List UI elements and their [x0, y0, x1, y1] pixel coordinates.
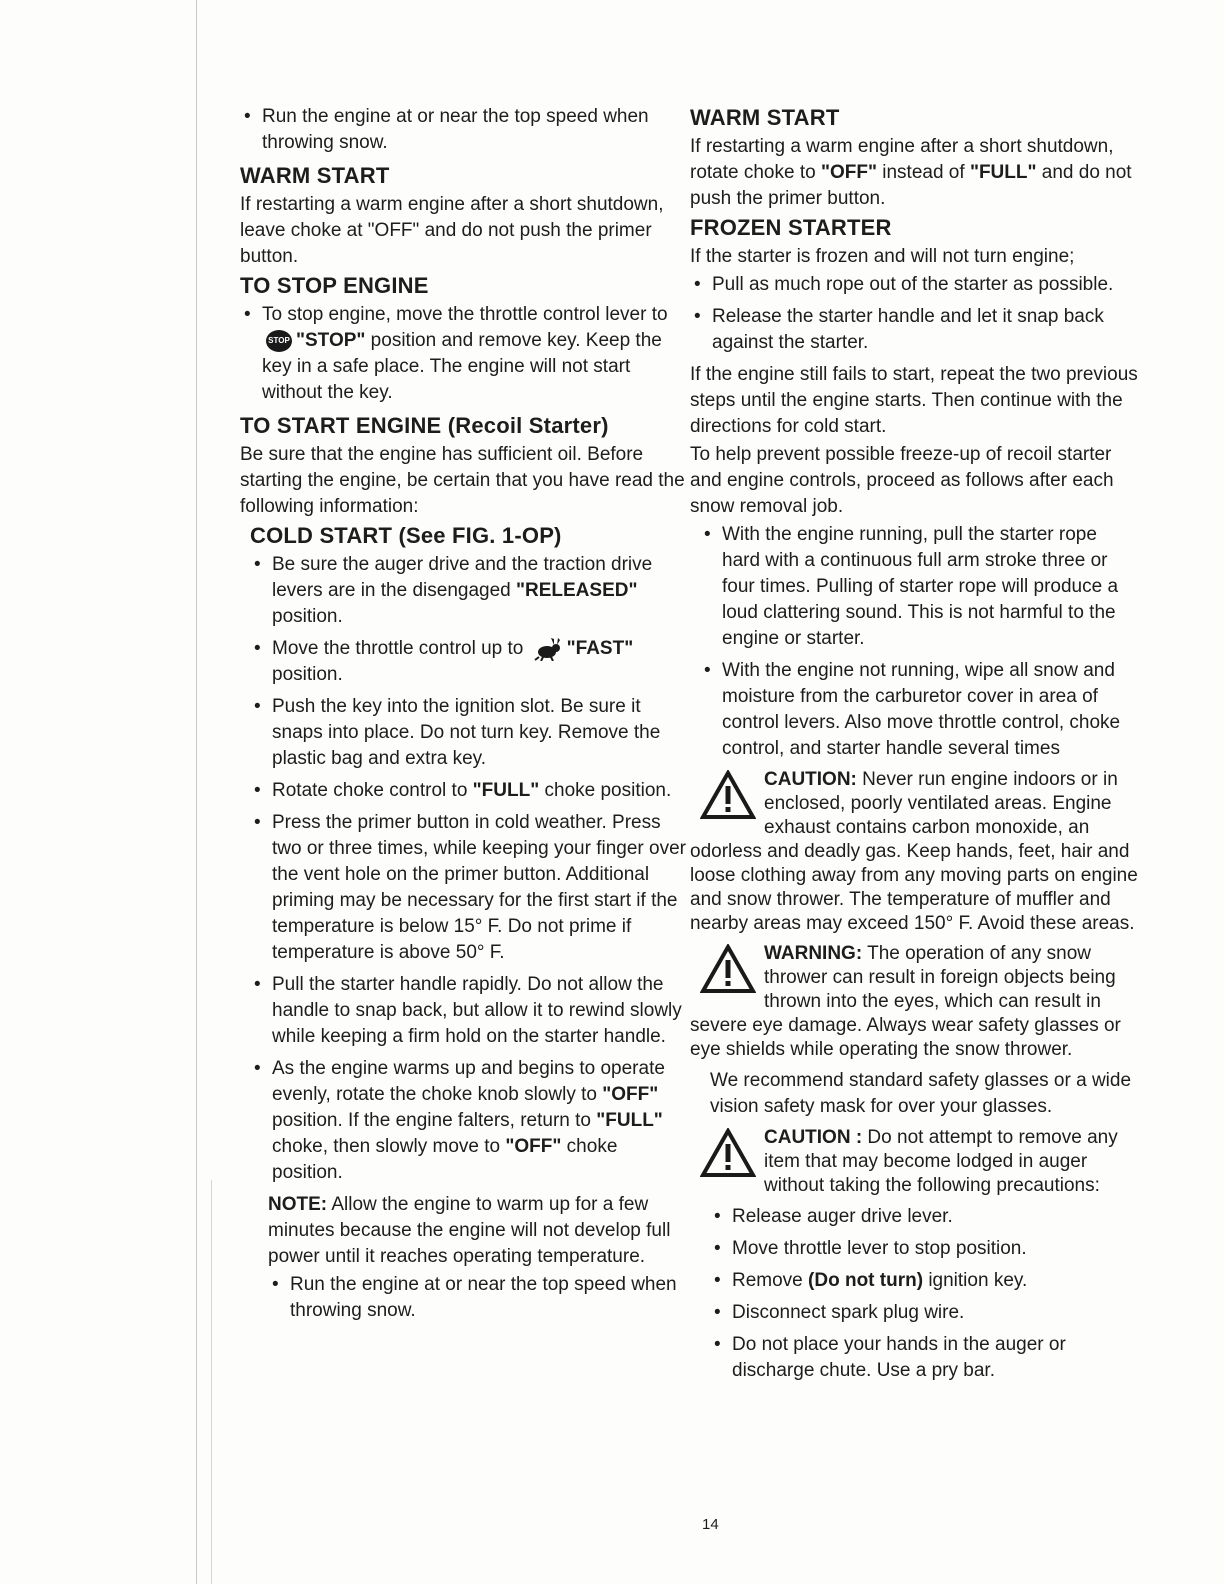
safety-glasses-text: We recommend standard safety glasses or a wide vision safety mask for over your glasses. [710, 1070, 1132, 1117]
page-number: 14 [702, 1516, 719, 1533]
list-item: • Disconnect spark plug wire. [714, 1302, 965, 1323]
list-item: • Run the engine at or near the top speed when throwing snow. [272, 1274, 677, 1321]
freeze-prevention-list [700, 522, 1140, 762]
frozen-list [690, 272, 1140, 356]
list-item: • Do not place your hands in the auger or discharge chute. Use a pry bar. [714, 1334, 1066, 1381]
list-item: • Be sure the auger drive and the traction drive levers are in the disengaged "RELEASED" position. [254, 554, 653, 627]
heading-cold-start: COLD START (See FIG. 1-OP) [250, 523, 562, 548]
left-column [240, 104, 688, 1330]
caution-block-auger: CAUTION : Do not attempt to remove any item that may become lodged in auger without taking the following precautions: [690, 1126, 1140, 1198]
list-item: • Remove (Do not turn) ignition key. [714, 1270, 1028, 1291]
list-item: • Move throttle lever to stop position. [714, 1238, 1027, 1259]
binding-edge-lower [211, 1180, 212, 1584]
heading-frozen-starter: FROZEN STARTER [690, 215, 892, 240]
warning-triangle-icon [700, 944, 756, 994]
start-engine-text: Be sure that the engine has sufficient oil. Before starting the engine, be certain that you have read the following information: [240, 444, 685, 517]
final-list [268, 1272, 688, 1324]
caution-label: CAUTION : [764, 1127, 863, 1148]
stop-list [240, 302, 688, 406]
warning-triangle-icon [700, 1128, 756, 1178]
heading-warm-start: WARM START [240, 163, 390, 188]
list-item: • With the engine not running, wipe all snow and moisture from the carburetor cover in area of control levers. Also move throttle control, choke control, and starter handle several times [704, 660, 1121, 759]
repeat-steps-text: If the engine still fails to start, repeat the two previous steps until the engine starts. Then continue with the directions for cold start. [690, 364, 1138, 437]
warm-start-text: If restarting a warm engine after a short shutdown, leave choke at "OFF" and do not push the primer button. [240, 194, 664, 267]
caution-label: CAUTION: [764, 769, 857, 790]
note-label: NOTE: [268, 1194, 328, 1215]
list-item: • Rotate choke control to "FULL" choke position. [254, 780, 672, 801]
warm-start-right-text: If restarting a warm engine after a short shutdown, rotate choke to "OFF" instead of "FULL" and do not push the primer button. [690, 136, 1132, 209]
intro-list [240, 104, 688, 156]
list-item: • Pull as much rope out of the starter as possible. [694, 274, 1114, 295]
caution-block-exhaust: CAUTION: Never run engine indoors or in enclosed, poorly ventilated areas. Engine exhaust contains carbon monoxide, an odorless and deadly gas. Keep hands, feet, hair and loose clothing away from any moving parts on engine and snow thrower. The temperature of muffler and nearby areas may exceed 150° F. Avoid these areas. [690, 769, 1138, 934]
list-item: • Release the starter handle and let it snap back against the starter. [694, 306, 1104, 353]
warning-triangle-icon [700, 770, 756, 820]
list-item: • To stop engine, move the throttle control lever to STOP "STOP" position and remove key. Keep the key in a safe place. The engine will not start without the key. [244, 304, 668, 403]
list-item: • Pull the starter handle rapidly. Do not allow the handle to snap back, but allow it to rewind slowly while keeping a firm hold on the starter handle. [254, 974, 682, 1047]
note-paragraph: NOTE: Allow the engine to warm up for a few minutes because the engine will not develop full power until it reaches operating temperature. [268, 1194, 671, 1267]
right-column [690, 104, 1140, 1390]
list-item: • Release auger drive lever. [714, 1206, 953, 1227]
list-item: • Push the key into the ignition slot. Be sure it snaps into place. Do not turn key. Remove the plastic bag and extra key. [254, 696, 661, 769]
warning-block-eyes: WARNING: The operation of any snow thrower can result in foreign objects being thrown into the eyes, which can result in severe eye damage. Always wear safety glasses or eye shields while operating the snow thrower. [690, 943, 1121, 1060]
list-item: • Run the engine at or near the top speed when throwing snow. [244, 106, 649, 153]
list-item: • Press the primer button in cold weather. Press two or three times, while keeping your finger over the vent hole on the primer button. Additional priming may be necessary for the first start if the temperature is below 15° F. Do not prime if temperature is above 50° F. [254, 812, 686, 963]
warning-label: WARNING: [764, 943, 863, 964]
heading-to-start-engine: TO START ENGINE (Recoil Starter) [240, 413, 609, 438]
rabbit-fast-icon [533, 637, 563, 661]
list-item: • With the engine running, pull the starter rope hard with a continuous full arm stroke three or four times. Pulling of starter rope will produce a loud clattering sound. This is not harmful to the engine or starter. [704, 524, 1119, 649]
list-item: • As the engine warms up and begins to operate evenly, rotate the choke knob slowly to "OFF" position. If the engine falters, return to "FULL" choke, then slowly move to "OFF" choke position. [254, 1058, 665, 1183]
frozen-starter-text: If the starter is frozen and will not turn engine; [690, 246, 1075, 267]
cold-start-list [250, 552, 688, 1186]
heading-warm-start-right: WARM START [690, 105, 840, 130]
heading-to-stop-engine: TO STOP ENGINE [240, 273, 429, 298]
stop-icon: STOP [266, 330, 292, 352]
list-item: • Move the throttle control up to "FAST" position. [254, 638, 634, 685]
precautions-list [710, 1204, 1140, 1384]
prevent-freeze-text: To help prevent possible freeze-up of recoil starter and engine controls, proceed as follows after each snow removal job. [690, 444, 1114, 517]
binding-edge [196, 0, 197, 1584]
